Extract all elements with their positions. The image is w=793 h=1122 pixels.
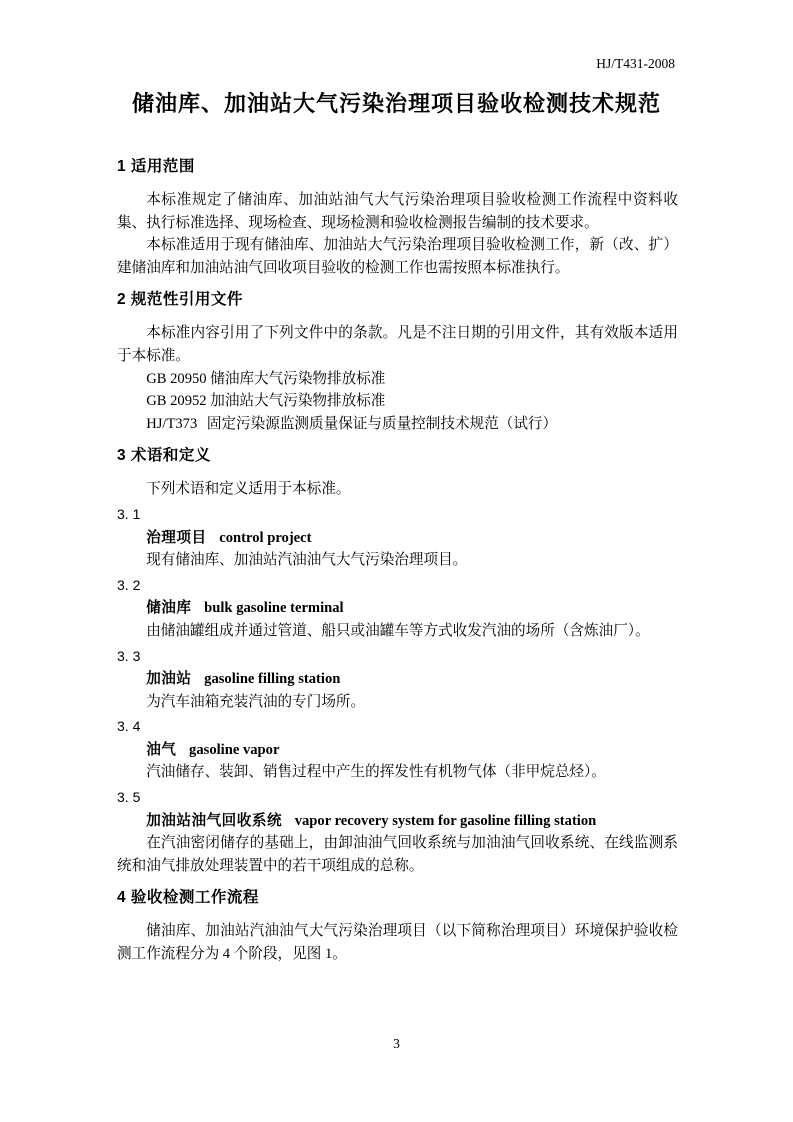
document-body <box>117 153 678 966</box>
section-normative-references <box>117 289 678 435</box>
term-chinese: 储油库 <box>146 600 192 617</box>
term-item <box>117 715 678 784</box>
section-3-intro: 下列术语和定义适用于本标准。 <box>146 481 351 498</box>
section-2-paragraph-1: 本标准内容引用了下列文件中的条款。凡是不注日期的引用文件，其有效版本适用于本标准。 <box>117 325 678 364</box>
term-title <box>117 810 678 833</box>
term-title <box>117 739 678 762</box>
term-english: gasoline filling station <box>204 671 341 688</box>
section-1-paragraph-1: 本标准规定了储油库、加油站油气大气污染治理项目验收检测工作流程中资料收集、执行标准选择、现场检查、现场检测和验收检测报告编制的技术要求。 <box>117 192 678 231</box>
term-title <box>117 597 678 620</box>
term-title <box>117 668 678 691</box>
term-definition: 现有储油库、加油站汽油油气大气污染治理项目。 <box>146 552 468 569</box>
term-definition: 在汽油密闭储存的基础上，由卸油油气回收系统与加油油气回收系统、在线监测系统和油气排放处理装置中的若干项组成的总称。 <box>117 835 678 874</box>
standard-number: HJ/T431-2008 <box>596 56 675 71</box>
term-chinese: 油气 <box>146 741 177 758</box>
term-definition: 为汽车油箱充装汽油的专门场所。 <box>146 693 366 710</box>
term-english: control project <box>219 529 312 546</box>
term-number: 3. 2 <box>117 576 141 593</box>
term-definition: 由储油罐组成并通过管道、船只或油罐车等方式收发汽油的场所（含炼油厂）。 <box>146 622 650 639</box>
section-1-heading: 1 适用范围 <box>117 158 195 175</box>
section-2-heading: 2 规范性引用文件 <box>117 291 243 309</box>
page-number: 3 <box>393 1036 400 1051</box>
term-definition: 汽油储存、装卸、销售过程中产生的挥发性有机物气体（非甲烷总烃）。 <box>146 764 606 781</box>
term-english: bulk gasoline terminal <box>204 600 344 617</box>
section-4-paragraph-1: 储油库、加油站汽油油气大气污染治理项目（以下简称治理项目）环境保护验收检测工作流程分为 4 个阶段，见图 1。 <box>117 923 678 963</box>
section-terms-definitions <box>117 445 678 877</box>
term-number: 3. 1 <box>117 505 141 522</box>
term-item <box>117 574 678 643</box>
reference-title: 固定污染源监测质量保证与质量控制技术规范（试行） <box>206 415 558 432</box>
reference-code: GB 20950 <box>146 370 207 387</box>
term-title <box>117 527 678 550</box>
term-chinese: 加油站油气回收系统 <box>146 812 283 829</box>
term-item <box>117 786 678 877</box>
section-1-paragraph-2: 本标准适用于现有储油库、加油站大气污染治理项目验收检测工作，新（改、扩）建储油库和加油站油气回收项目验收的检测工作也需按照本标准执行。 <box>117 237 678 276</box>
term-chinese: 加油站 <box>146 671 192 688</box>
section-4-heading: 4 验收检测工作流程 <box>117 889 259 907</box>
reference-code: HJ/T373 <box>146 415 198 432</box>
reference-item <box>117 413 678 436</box>
term-item <box>117 645 678 714</box>
term-chinese: 治理项目 <box>146 529 207 546</box>
term-number: 3. 5 <box>117 789 141 806</box>
term-number: 3. 3 <box>117 647 141 664</box>
reference-item <box>117 368 678 391</box>
term-english: vapor recovery system for gasoline filling station <box>294 812 597 829</box>
term-item <box>117 503 678 572</box>
reference-title: 储油库大气污染物排放标准 <box>210 370 386 387</box>
reference-code: GB 20952 <box>146 393 207 410</box>
running-header <box>596 56 675 72</box>
section-scope <box>117 156 678 279</box>
term-number: 3. 4 <box>117 718 141 735</box>
term-english: gasoline vapor <box>189 741 280 758</box>
section-acceptance-workflow <box>117 887 678 965</box>
reference-item <box>117 390 678 413</box>
reference-title: 加油站大气污染物排放标准 <box>210 393 386 410</box>
section-3-heading: 3 术语和定义 <box>117 447 211 465</box>
document-title: 储油库、加油站大气污染治理项目验收检测技术规范 <box>131 91 661 116</box>
